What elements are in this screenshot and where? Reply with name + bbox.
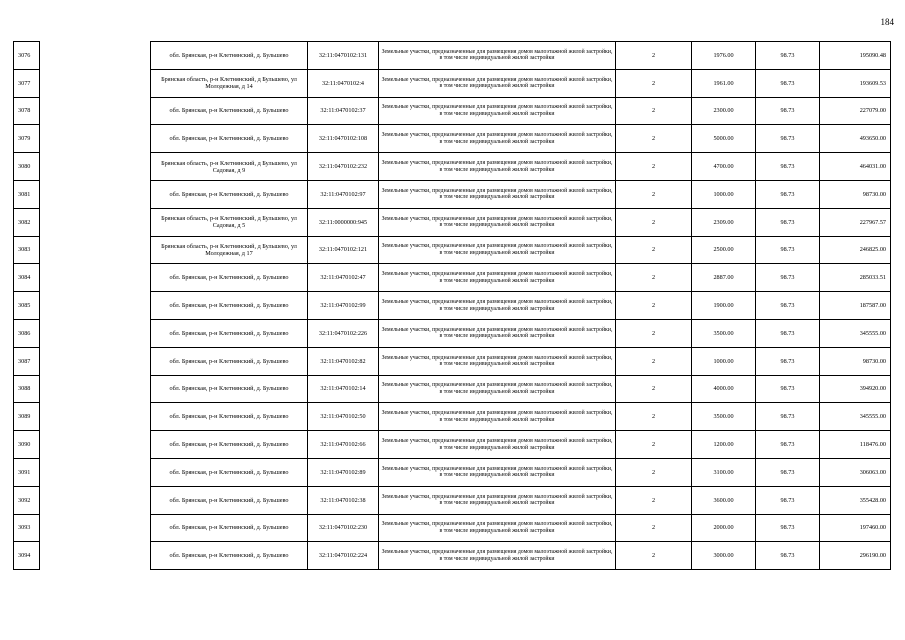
- row-number-cell: 3083: [14, 236, 40, 264]
- row-number-cell: 3078: [14, 97, 40, 125]
- spacer-cell: [40, 69, 151, 97]
- row-number-cell: 3082: [14, 208, 40, 236]
- table-row: [14, 97, 891, 125]
- table-row: [14, 319, 891, 347]
- address-cell: Брянская область, р-н Клетнянский, д Бульшево, ул Садовая, д 9: [151, 153, 308, 181]
- cadastral-number-cell: 32:11:0470102:66: [308, 431, 379, 459]
- rate-cell: 98.73: [756, 514, 820, 542]
- address-cell: обл. Брянская, р-н Клетнянский, д. Бульшево: [151, 375, 308, 403]
- spacer-cell: [40, 458, 151, 486]
- cadastral-value-cell: 227079.00: [820, 97, 891, 125]
- group-cell: 2: [616, 514, 692, 542]
- table-row: [14, 403, 891, 431]
- address-cell: обл. Брянская, р-н Клетнянский, д. Бульшево: [151, 403, 308, 431]
- cadastral-number-cell: 32:11:0470102:97: [308, 180, 379, 208]
- area-cell: 2500.00: [692, 236, 756, 264]
- area-cell: 2887.00: [692, 264, 756, 292]
- address-cell: обл. Брянская, р-н Клетнянский, д. Бульшево: [151, 42, 308, 70]
- row-number-cell: 3087: [14, 347, 40, 375]
- area-cell: 3600.00: [692, 486, 756, 514]
- land-use-cell: Земельные участки, предназначенные для размещения домов малоэтажной жилой застройки, в том числе индивидуальной жилой застройки: [379, 125, 616, 153]
- spacer-cell: [40, 97, 151, 125]
- group-cell: 2: [616, 42, 692, 70]
- rate-cell: 98.73: [756, 264, 820, 292]
- group-cell: 2: [616, 431, 692, 459]
- spacer-cell: [40, 319, 151, 347]
- cadastral-value-cell: 345555.00: [820, 319, 891, 347]
- cadastral-value-cell: 285033.51: [820, 264, 891, 292]
- cadastral-value-cell: 493650.00: [820, 125, 891, 153]
- area-cell: 3500.00: [692, 319, 756, 347]
- group-cell: 2: [616, 458, 692, 486]
- table-row: [14, 208, 891, 236]
- cadastral-number-cell: 32:11:0470102:14: [308, 375, 379, 403]
- table-row: [14, 486, 891, 514]
- cadastral-number-cell: 32:11:0470102:89: [308, 458, 379, 486]
- area-cell: 1900.00: [692, 292, 756, 320]
- rate-cell: 98.73: [756, 486, 820, 514]
- spacer-cell: [40, 292, 151, 320]
- address-cell: Брянская область, р-н Клетнянский, д Бульшево, ул Молодежная, д 17: [151, 236, 308, 264]
- land-use-cell: Земельные участки, предназначенные для размещения домов малоэтажной жилой застройки, в том числе индивидуальной жилой застройки: [379, 180, 616, 208]
- group-cell: 2: [616, 208, 692, 236]
- cadastral-value-cell: 246825.00: [820, 236, 891, 264]
- group-cell: 2: [616, 69, 692, 97]
- land-use-cell: Земельные участки, предназначенные для размещения домов малоэтажной жилой застройки, в том числе индивидуальной жилой застройки: [379, 236, 616, 264]
- cadastral-number-cell: 32:11:0470102:224: [308, 542, 379, 570]
- table-row: [14, 42, 891, 70]
- land-use-cell: Земельные участки, предназначенные для размещения домов малоэтажной жилой застройки, в том числе индивидуальной жилой застройки: [379, 431, 616, 459]
- area-cell: 3000.00: [692, 542, 756, 570]
- row-number-cell: 3080: [14, 153, 40, 181]
- land-use-cell: Земельные участки, предназначенные для размещения домов малоэтажной жилой застройки, в том числе индивидуальной жилой застройки: [379, 69, 616, 97]
- cadastral-number-cell: 32:11:0470102:226: [308, 319, 379, 347]
- table-row: [14, 375, 891, 403]
- land-use-cell: Земельные участки, предназначенные для размещения домов малоэтажной жилой застройки, в том числе индивидуальной жилой застройки: [379, 458, 616, 486]
- cadastral-value-cell: 197460.00: [820, 514, 891, 542]
- cadastral-number-cell: 32:11:0470102:47: [308, 264, 379, 292]
- land-use-cell: Земельные участки, предназначенные для размещения домов малоэтажной жилой застройки, в том числе индивидуальной жилой застройки: [379, 42, 616, 70]
- land-use-cell: Земельные участки, предназначенные для размещения домов малоэтажной жилой застройки, в том числе индивидуальной жилой застройки: [379, 347, 616, 375]
- cadastral-value-cell: 464031.00: [820, 153, 891, 181]
- area-cell: 2309.00: [692, 208, 756, 236]
- table-row: [14, 542, 891, 570]
- table-row: [14, 153, 891, 181]
- rate-cell: 98.73: [756, 292, 820, 320]
- spacer-cell: [40, 180, 151, 208]
- spacer-cell: [40, 153, 151, 181]
- group-cell: 2: [616, 97, 692, 125]
- group-cell: 2: [616, 236, 692, 264]
- spacer-cell: [40, 403, 151, 431]
- rate-cell: 98.73: [756, 69, 820, 97]
- cadastral-value-cell: 227967.57: [820, 208, 891, 236]
- cadastral-value-cell: 306063.00: [820, 458, 891, 486]
- rate-cell: 98.73: [756, 236, 820, 264]
- cadastral-number-cell: 32:11:0470102:82: [308, 347, 379, 375]
- address-cell: обл. Брянская, р-н Клетнянский, д. Бульшево: [151, 542, 308, 570]
- cadastral-number-cell: 32:11:0470102:4: [308, 69, 379, 97]
- cadastral-value-cell: 296190.00: [820, 542, 891, 570]
- table-row: [14, 264, 891, 292]
- area-cell: 1200.00: [692, 431, 756, 459]
- address-cell: обл. Брянская, р-н Клетнянский, д. Бульшево: [151, 347, 308, 375]
- page-number: 184: [880, 17, 894, 27]
- cadastral-number-cell: 32:11:0470102:37: [308, 97, 379, 125]
- land-use-cell: Земельные участки, предназначенные для размещения домов малоэтажной жилой застройки, в том числе индивидуальной жилой застройки: [379, 292, 616, 320]
- table-row: [14, 236, 891, 264]
- row-number-cell: 3089: [14, 403, 40, 431]
- spacer-cell: [40, 542, 151, 570]
- row-number-cell: 3085: [14, 292, 40, 320]
- land-use-cell: Земельные участки, предназначенные для размещения домов малоэтажной жилой застройки, в том числе индивидуальной жилой застройки: [379, 542, 616, 570]
- cadastral-value-cell: 98730.00: [820, 180, 891, 208]
- area-cell: 2000.00: [692, 514, 756, 542]
- cadastral-value-cell: 394920.00: [820, 375, 891, 403]
- land-registry-table: [13, 41, 891, 570]
- spacer-cell: [40, 486, 151, 514]
- address-cell: обл. Брянская, р-н Клетнянский, д. Бульшево: [151, 431, 308, 459]
- cadastral-number-cell: 32:11:0470102:232: [308, 153, 379, 181]
- row-number-cell: 3081: [14, 180, 40, 208]
- group-cell: 2: [616, 542, 692, 570]
- spacer-cell: [40, 431, 151, 459]
- row-number-cell: 3094: [14, 542, 40, 570]
- area-cell: 1000.00: [692, 347, 756, 375]
- table-row: [14, 514, 891, 542]
- group-cell: 2: [616, 319, 692, 347]
- area-cell: 3500.00: [692, 403, 756, 431]
- rate-cell: 98.73: [756, 431, 820, 459]
- row-number-cell: 3077: [14, 69, 40, 97]
- address-cell: Брянская область, р-н Клетнянский, д Бульшево, ул Молодежная, д 14: [151, 69, 308, 97]
- cadastral-number-cell: 32:11:0470102:99: [308, 292, 379, 320]
- land-use-cell: Земельные участки, предназначенные для размещения домов малоэтажной жилой застройки, в том числе индивидуальной жилой застройки: [379, 514, 616, 542]
- area-cell: 1961.00: [692, 69, 756, 97]
- cadastral-value-cell: 98730.00: [820, 347, 891, 375]
- table-row: [14, 347, 891, 375]
- land-use-cell: Земельные участки, предназначенные для размещения домов малоэтажной жилой застройки, в том числе индивидуальной жилой застройки: [379, 403, 616, 431]
- cadastral-number-cell: 32:11:0470102:131: [308, 42, 379, 70]
- area-cell: 1976.00: [692, 42, 756, 70]
- spacer-cell: [40, 208, 151, 236]
- land-use-cell: Земельные участки, предназначенные для размещения домов малоэтажной жилой застройки, в том числе индивидуальной жилой застройки: [379, 319, 616, 347]
- group-cell: 2: [616, 486, 692, 514]
- rate-cell: 98.73: [756, 208, 820, 236]
- group-cell: 2: [616, 375, 692, 403]
- table-row: [14, 69, 891, 97]
- row-number-cell: 3090: [14, 431, 40, 459]
- row-number-cell: 3091: [14, 458, 40, 486]
- rate-cell: 98.73: [756, 42, 820, 70]
- spacer-cell: [40, 42, 151, 70]
- land-use-cell: Земельные участки, предназначенные для размещения домов малоэтажной жилой застройки, в том числе индивидуальной жилой застройки: [379, 375, 616, 403]
- spacer-cell: [40, 514, 151, 542]
- group-cell: 2: [616, 292, 692, 320]
- rate-cell: 98.73: [756, 97, 820, 125]
- row-number-cell: 3092: [14, 486, 40, 514]
- land-use-cell: Земельные участки, предназначенные для размещения домов малоэтажной жилой застройки, в том числе индивидуальной жилой застройки: [379, 486, 616, 514]
- address-cell: обл. Брянская, р-н Клетнянский, д. Бульшево: [151, 514, 308, 542]
- row-number-cell: 3076: [14, 42, 40, 70]
- address-cell: обл. Брянская, р-н Клетнянский, д. Бульшево: [151, 180, 308, 208]
- table-row: [14, 431, 891, 459]
- spacer-cell: [40, 125, 151, 153]
- land-use-cell: Земельные участки, предназначенные для размещения домов малоэтажной жилой застройки, в том числе индивидуальной жилой застройки: [379, 264, 616, 292]
- cadastral-value-cell: 345555.00: [820, 403, 891, 431]
- row-number-cell: 3093: [14, 514, 40, 542]
- cadastral-number-cell: 32:11:0470102:121: [308, 236, 379, 264]
- cadastral-value-cell: 355428.00: [820, 486, 891, 514]
- rate-cell: 98.73: [756, 347, 820, 375]
- table-row: [14, 292, 891, 320]
- cadastral-value-cell: 193609.53: [820, 69, 891, 97]
- cadastral-number-cell: 32:11:0000000:945: [308, 208, 379, 236]
- table-row: [14, 458, 891, 486]
- table-row: [14, 180, 891, 208]
- spacer-cell: [40, 264, 151, 292]
- area-cell: 3100.00: [692, 458, 756, 486]
- group-cell: 2: [616, 347, 692, 375]
- address-cell: Брянская область, р-н Клетнянский, д Бульшево, ул Садовая, д 5: [151, 208, 308, 236]
- rate-cell: 98.73: [756, 542, 820, 570]
- rate-cell: 98.73: [756, 375, 820, 403]
- area-cell: 4700.00: [692, 153, 756, 181]
- rate-cell: 98.73: [756, 403, 820, 431]
- table-row: [14, 125, 891, 153]
- group-cell: 2: [616, 403, 692, 431]
- land-use-cell: Земельные участки, предназначенные для размещения домов малоэтажной жилой застройки, в том числе индивидуальной жилой застройки: [379, 97, 616, 125]
- group-cell: 2: [616, 153, 692, 181]
- cadastral-value-cell: 187587.00: [820, 292, 891, 320]
- spacer-cell: [40, 236, 151, 264]
- cadastral-number-cell: 32:11:0470102:108: [308, 125, 379, 153]
- cadastral-number-cell: 32:11:0470102:38: [308, 486, 379, 514]
- cadastral-number-cell: 32:11:0470102:230: [308, 514, 379, 542]
- rate-cell: 98.73: [756, 319, 820, 347]
- rate-cell: 98.73: [756, 125, 820, 153]
- cadastral-number-cell: 32:11:0470102:50: [308, 403, 379, 431]
- land-use-cell: Земельные участки, предназначенные для размещения домов малоэтажной жилой застройки, в том числе индивидуальной жилой застройки: [379, 208, 616, 236]
- rate-cell: 98.73: [756, 458, 820, 486]
- spacer-cell: [40, 347, 151, 375]
- group-cell: 2: [616, 125, 692, 153]
- row-number-cell: 3088: [14, 375, 40, 403]
- area-cell: 1000.00: [692, 180, 756, 208]
- area-cell: 2300.00: [692, 97, 756, 125]
- row-number-cell: 3084: [14, 264, 40, 292]
- address-cell: обл. Брянская, р-н Клетнянский, д. Бульшево: [151, 486, 308, 514]
- address-cell: обл. Брянская, р-н Клетнянский, д. Бульшево: [151, 292, 308, 320]
- table-body: [14, 42, 891, 570]
- spacer-cell: [40, 375, 151, 403]
- group-cell: 2: [616, 264, 692, 292]
- area-cell: 5000.00: [692, 125, 756, 153]
- cadastral-value-cell: 118476.00: [820, 431, 891, 459]
- address-cell: обл. Брянская, р-н Клетнянский, д. Бульшево: [151, 458, 308, 486]
- row-number-cell: 3086: [14, 319, 40, 347]
- cadastral-value-cell: 195090.48: [820, 42, 891, 70]
- group-cell: 2: [616, 180, 692, 208]
- address-cell: обл. Брянская, р-н Клетнянский, д. Бульшево: [151, 97, 308, 125]
- address-cell: обл. Брянская, р-н Клетнянский, д. Бульшево: [151, 264, 308, 292]
- area-cell: 4000.00: [692, 375, 756, 403]
- address-cell: обл. Брянская, р-н Клетнянский, д. Бульшево: [151, 125, 308, 153]
- land-use-cell: Земельные участки, предназначенные для размещения домов малоэтажной жилой застройки, в том числе индивидуальной жилой застройки: [379, 153, 616, 181]
- row-number-cell: 3079: [14, 125, 40, 153]
- rate-cell: 98.73: [756, 180, 820, 208]
- address-cell: обл. Брянская, р-н Клетнянский, д. Бульшево: [151, 319, 308, 347]
- rate-cell: 98.73: [756, 153, 820, 181]
